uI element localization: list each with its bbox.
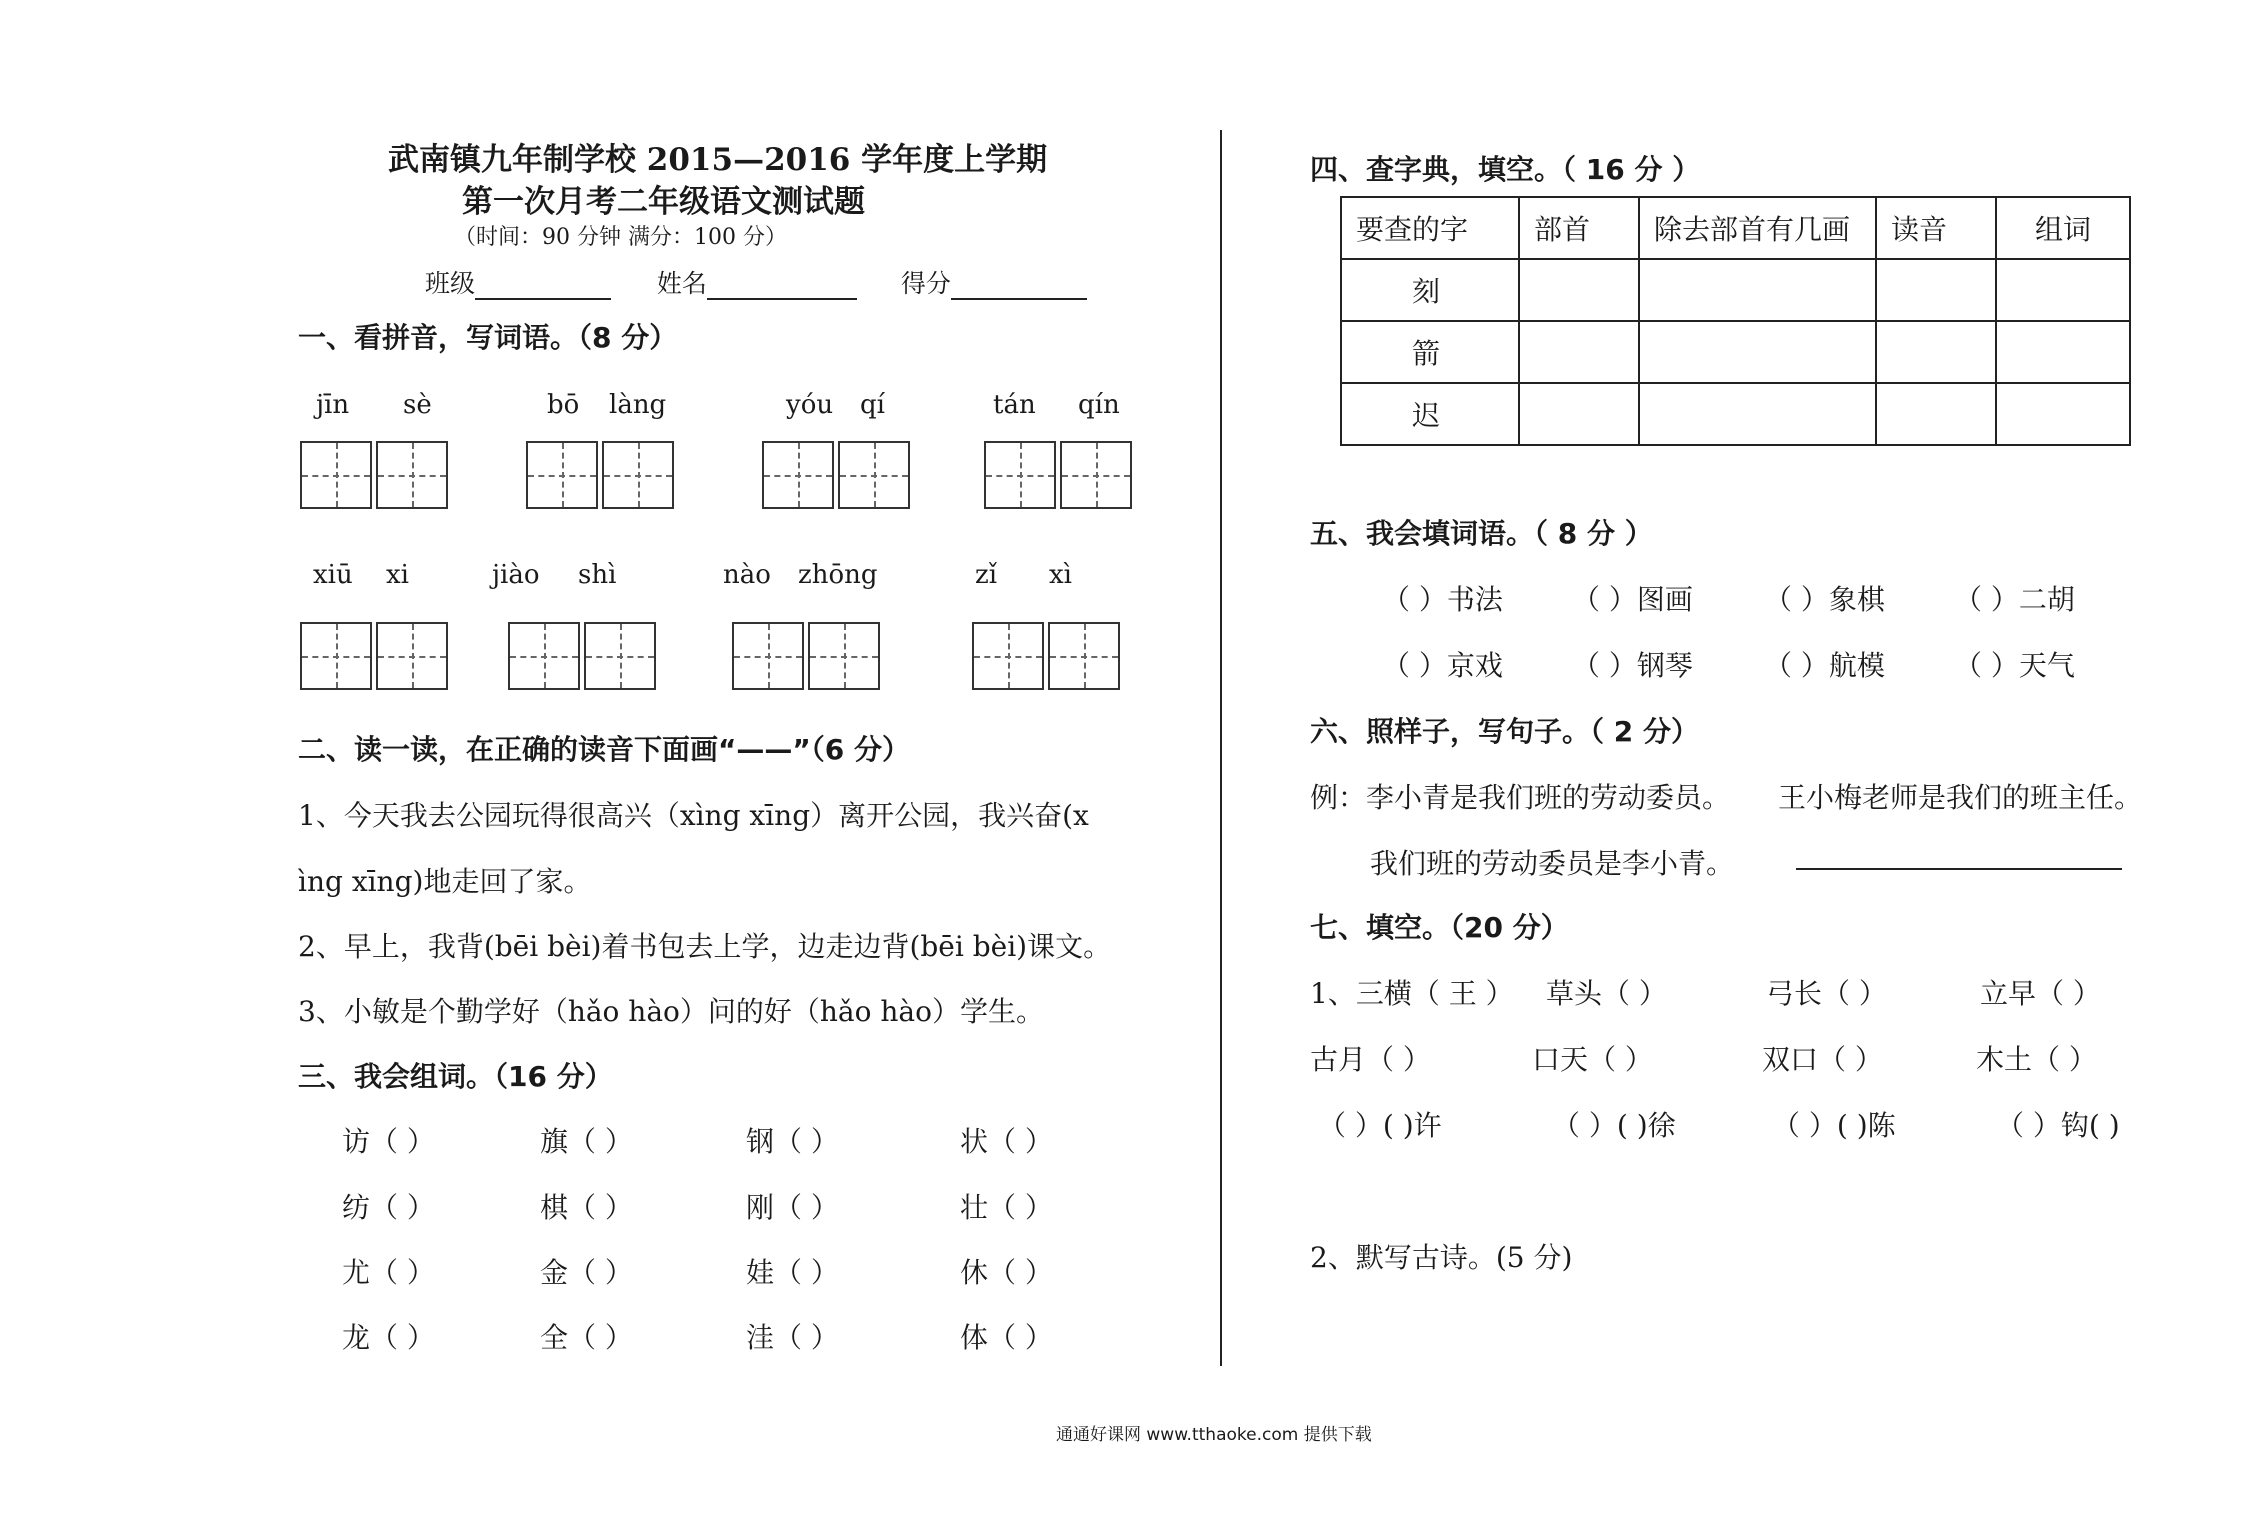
s3-item: 刚（ ） xyxy=(746,1191,839,1224)
table-header-row xyxy=(1341,197,2130,259)
pinyin-8a: zǐ xyxy=(975,560,998,590)
name-field[interactable] xyxy=(707,270,857,300)
s3-item: 娃（ ） xyxy=(746,1256,839,1289)
s6-answer-line[interactable] xyxy=(1796,868,2122,870)
answer-cell[interactable] xyxy=(1639,259,1876,321)
writing-grid[interactable] xyxy=(300,441,372,509)
pinyin-2a: bō xyxy=(547,390,580,420)
lookup-char: 迟 xyxy=(1341,383,1519,445)
s3-item: 纺（ ） xyxy=(342,1191,435,1224)
writing-grid[interactable] xyxy=(584,622,656,690)
pinyin-5b: xi xyxy=(386,560,409,590)
section7-heading: 七、填空。（20 分） xyxy=(1310,911,1569,944)
s2-line-3: 2、早上，我背(bēi bèi)着书包去上学，边走边背(bēi bèi)课文。 xyxy=(298,930,1112,963)
s7-item: （ ）( )陈 xyxy=(1772,1109,1896,1142)
lookup-char: 箭 xyxy=(1341,321,1519,383)
pinyin-2b: làng xyxy=(609,390,667,420)
section4-heading: 四、查字典，填空。（ 16 分 ） xyxy=(1310,153,1701,186)
answer-cell[interactable] xyxy=(1519,321,1639,383)
s7-item: 弓长（ ） xyxy=(1766,977,1887,1010)
s7-item: （ ）钩( ) xyxy=(1996,1109,2120,1142)
s6-example: 例：李小青是我们班的劳动委员。 xyxy=(1310,781,1731,814)
writing-grid[interactable] xyxy=(808,622,880,690)
s5-item: （ ）京戏 xyxy=(1382,649,1503,682)
pinyin-1a: jīn xyxy=(316,390,350,420)
exam-title-line1: 武南镇九年制学校 2015—2016 学年度上学期 xyxy=(388,142,1048,178)
answer-cell[interactable] xyxy=(1996,383,2130,445)
pinyin-3a: yóu xyxy=(786,390,834,420)
lookup-char: 刻 xyxy=(1341,259,1519,321)
score-label: 得分 xyxy=(900,269,951,298)
answer-cell[interactable] xyxy=(1996,259,2130,321)
s7-item: 草头（ ） xyxy=(1546,977,1667,1010)
s7-item: （ ）( )徐 xyxy=(1552,1109,1676,1142)
writing-grid[interactable] xyxy=(762,441,834,509)
s5-item: （ ）航模 xyxy=(1764,649,1885,682)
answer-cell[interactable] xyxy=(1876,383,1996,445)
s7-item: 立早（ ） xyxy=(1980,977,2101,1010)
s3-item: 状（ ） xyxy=(960,1125,1053,1158)
class-label: 班级 xyxy=(425,269,476,298)
writing-grid[interactable] xyxy=(1048,622,1120,690)
s3-item: 棋（ ） xyxy=(540,1191,633,1224)
answer-cell[interactable] xyxy=(1639,321,1876,383)
pinyin-6a: jiào xyxy=(492,560,540,590)
pinyin-7a: nào xyxy=(723,560,771,590)
s5-item: （ ）书法 xyxy=(1382,583,1503,616)
footer-credit: 通通好课网 www.tthaoke.com 提供下载 xyxy=(1056,1425,1372,1445)
writing-grid[interactable] xyxy=(508,622,580,690)
s7-item: 口天（ ） xyxy=(1532,1043,1653,1076)
s6-example-answer: 我们班的劳动委员是李小青。 xyxy=(1370,847,1735,880)
s7-item: 木土（ ） xyxy=(1976,1043,2097,1076)
column-divider xyxy=(1220,130,1222,1366)
section2-heading: 二、读一读，在正确的读音下面画“——”（6 分） xyxy=(298,733,911,766)
pinyin-8b: xì xyxy=(1049,560,1072,590)
s3-item: 休（ ） xyxy=(960,1256,1053,1289)
answer-cell[interactable] xyxy=(1519,259,1639,321)
s7-item: 双口（ ） xyxy=(1762,1043,1883,1076)
class-field[interactable] xyxy=(475,270,611,300)
s7-item: 1、三横（ 王 ） xyxy=(1310,977,1514,1010)
table-header-cell: 组词 xyxy=(1996,197,2130,259)
s5-item: （ ）天气 xyxy=(1954,649,2075,682)
table-row xyxy=(1341,321,2130,383)
section5-heading: 五、我会填词语。（ 8 分 ） xyxy=(1310,517,1653,550)
section3-heading: 三、我会组词。（16 分） xyxy=(298,1060,613,1093)
s3-item: 全（ ） xyxy=(540,1321,633,1354)
pinyin-4b: qín xyxy=(1078,390,1120,420)
writing-grid[interactable] xyxy=(602,441,674,509)
s7-poem-question: 2、默写古诗。(5 分) xyxy=(1310,1241,1573,1274)
s7-item: 古月（ ） xyxy=(1310,1043,1431,1076)
writing-grid[interactable] xyxy=(526,441,598,509)
pinyin-7b: zhōng xyxy=(798,560,878,590)
writing-grid[interactable] xyxy=(732,622,804,690)
writing-grid[interactable] xyxy=(300,622,372,690)
s3-item: 旗（ ） xyxy=(540,1125,633,1158)
name-label: 姓名 xyxy=(656,269,707,298)
table-row xyxy=(1341,259,2130,321)
s7-item: （ ）( )许 xyxy=(1318,1109,1442,1142)
writing-grid[interactable] xyxy=(984,441,1056,509)
writing-grid[interactable] xyxy=(376,441,448,509)
section1-heading: 一、看拼音，写词语。（8 分） xyxy=(298,321,678,354)
pinyin-4a: tán xyxy=(993,390,1036,420)
writing-grid[interactable] xyxy=(838,441,910,509)
table-header-cell: 读音 xyxy=(1876,197,1996,259)
table-header-cell: 要查的字 xyxy=(1341,197,1519,259)
s6-task: 王小梅老师是我们的班主任。 xyxy=(1778,781,2143,814)
exam-title-line2: 第一次月考二年级语文测试题 xyxy=(462,184,865,220)
writing-grid[interactable] xyxy=(1060,441,1132,509)
score-field[interactable] xyxy=(951,270,1087,300)
s3-item: 金（ ） xyxy=(540,1256,633,1289)
answer-cell[interactable] xyxy=(1519,383,1639,445)
writing-grid[interactable] xyxy=(972,622,1044,690)
pinyin-1b: sè xyxy=(403,390,432,420)
s3-item: 壮（ ） xyxy=(960,1191,1053,1224)
answer-cell[interactable] xyxy=(1996,321,2130,383)
pinyin-5a: xiū xyxy=(313,560,353,590)
section6-heading: 六、照样子，写句子。（ 2 分） xyxy=(1310,715,1699,748)
table-row xyxy=(1341,383,2130,445)
s5-item: （ ）象棋 xyxy=(1764,583,1885,616)
s2-line-1: 1、今天我去公园玩得很高兴（xìng xīng）离开公园，我兴奋(x xyxy=(298,799,1089,832)
s3-item: 钢（ ） xyxy=(746,1125,839,1158)
writing-grid[interactable] xyxy=(376,622,448,690)
dictionary-table xyxy=(1340,196,2131,446)
s3-item: 洼（ ） xyxy=(746,1321,839,1354)
table-header-cell: 部首 xyxy=(1519,197,1639,259)
s2-line-2: ìng xīng)地走回了家。 xyxy=(298,865,592,898)
s5-item: （ ）钢琴 xyxy=(1572,649,1693,682)
s3-item: 访（ ） xyxy=(342,1125,435,1158)
s3-item: 体（ ） xyxy=(960,1321,1053,1354)
answer-cell[interactable] xyxy=(1876,259,1996,321)
pinyin-3b: qí xyxy=(860,390,885,420)
s3-item: 尤（ ） xyxy=(342,1256,435,1289)
answer-cell[interactable] xyxy=(1639,383,1876,445)
pinyin-6b: shì xyxy=(578,560,617,590)
s2-line-4: 3、小敏是个勤学好（hǎo hào）问的好（hǎo hào）学生。 xyxy=(298,995,1044,1028)
s3-item: 龙（ ） xyxy=(342,1321,435,1354)
answer-cell[interactable] xyxy=(1876,321,1996,383)
s5-item: （ ）图画 xyxy=(1572,583,1693,616)
table-header-cell: 除去部首有几画 xyxy=(1639,197,1876,259)
exam-meta: （时间：90 分钟 满分：100 分） xyxy=(454,225,787,250)
student-info xyxy=(425,264,1087,300)
s5-item: （ ）二胡 xyxy=(1954,583,2075,616)
